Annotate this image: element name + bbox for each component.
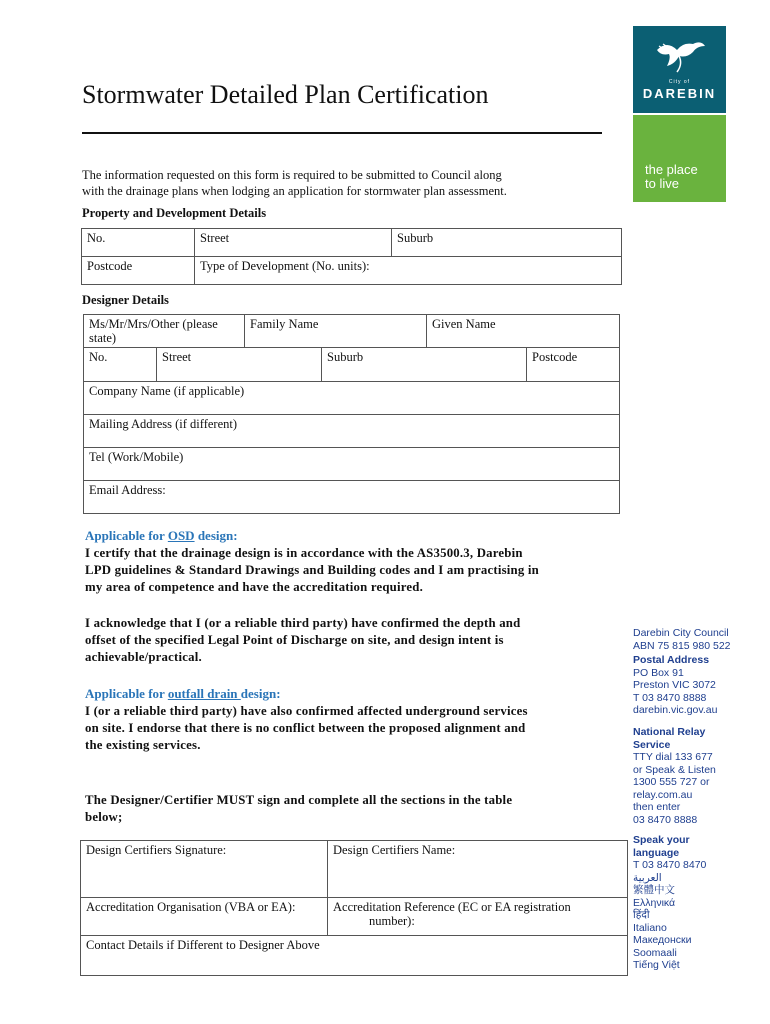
email-field[interactable]: Email Address: <box>84 481 620 514</box>
certifier-signature-field[interactable]: Design Certifiers Signature: <box>81 841 328 898</box>
designer-title-field[interactable]: Ms/Mr/Mrs/Other (please state) <box>84 315 245 348</box>
mailing-address-field[interactable]: Mailing Address (if different) <box>84 415 620 448</box>
accreditation-organisation-field[interactable]: Accreditation Organisation (VBA or EA): <box>81 898 328 936</box>
tagline: the place to live <box>645 162 698 191</box>
designer-street-field[interactable]: Street <box>157 348 322 382</box>
title-divider <box>82 132 602 134</box>
bird-icon <box>653 36 707 76</box>
accreditation-reference-field[interactable]: Accreditation Reference (EC or EA registration number): <box>328 898 628 936</box>
property-postcode-field[interactable]: Postcode <box>82 257 195 285</box>
contact-details-field[interactable]: Contact Details if Different to Designer Above <box>81 936 628 976</box>
relay-service: National Relay Service TTY dial 133 677 or Speak & Listen 1300 555 727 or relay.com.au then enter 03 8470 8888 <box>633 726 716 826</box>
council-contact: Darebin City Council ABN 75 815 980 522 Postal Address PO Box 91 Preston VIC 3072 T 03 8470 8888 darebin.vic.gov.au <box>633 627 731 716</box>
designer-postcode-field[interactable]: Postcode <box>527 348 620 382</box>
designer-suburb-field[interactable]: Suburb <box>322 348 527 382</box>
property-no-field[interactable]: No. <box>82 229 195 257</box>
darebin-logo <box>633 26 726 113</box>
acknowledgement-text: I acknowledge that I (or a reliable third party) have confirmed the depth and offset of the specified Legal Point of Discharge on site, and design intent is achievable/practical. <box>85 616 521 664</box>
telephone-field[interactable]: Tel (Work/Mobile) <box>84 448 620 481</box>
property-heading: Property and Development Details <box>82 206 267 220</box>
intro-text: The information requested on this form is required to be submitted to Council along with the drainage plans when lodging an application for stormwater plan assessment. <box>82 168 507 198</box>
designer-given-name-field[interactable]: Given Name <box>427 315 620 348</box>
property-table <box>81 228 622 285</box>
development-type-field[interactable]: Type of Development (No. units): <box>195 257 622 285</box>
property-suburb-field[interactable]: Suburb <box>392 229 622 257</box>
outfall-label: Applicable for outfall drain design: <box>85 686 281 701</box>
osd-label: Applicable for OSD design: <box>85 528 238 543</box>
designer-heading: Designer Details <box>82 293 169 307</box>
outfall-drain-link[interactable]: outfall drain <box>167 686 241 701</box>
designer-no-field[interactable]: No. <box>84 348 157 382</box>
relay-website-link[interactable]: relay.com.au <box>633 788 693 801</box>
certifier-name-field[interactable]: Design Certifiers Name: <box>328 841 628 898</box>
logo-small-text: City of <box>668 79 691 85</box>
osd-link[interactable]: OSD <box>167 528 195 543</box>
company-name-field[interactable]: Company Name (if applicable) <box>84 382 620 415</box>
page-title: Stormwater Detailed Plan Certification <box>82 80 489 109</box>
osd-certification-text: I certify that the drainage design is in accordance with the AS3500.3, Darebin LPD guidelines & Standard Drawings and Building codes and I am practising in my area of competence and have the accreditation required. <box>85 546 539 594</box>
outfall-certification-text: I (or a reliable third party) have also confirmed affected underground services on site. I endorse that there is no conflict between the proposed alignment and the existing services. <box>85 704 528 752</box>
certifier-table <box>80 840 628 976</box>
must-sign-text: The Designer/Certifier MUST sign and complete all the sections in the table below; <box>85 793 513 824</box>
logo-name: DAREBIN <box>642 86 717 101</box>
designer-family-name-field[interactable]: Family Name <box>245 315 427 348</box>
language-services: Speak your language T 03 8470 8470 العربية 繁體中文 Ελληνικά हिंदी Italiano Македонски Soomaali Tiếng Việt <box>633 834 707 971</box>
tagline-box <box>633 115 726 202</box>
property-street-field[interactable]: Street <box>195 229 392 257</box>
designer-address-table <box>83 347 620 514</box>
website-link[interactable]: darebin.vic.gov.au <box>633 704 718 716</box>
designer-name-table <box>83 314 620 348</box>
